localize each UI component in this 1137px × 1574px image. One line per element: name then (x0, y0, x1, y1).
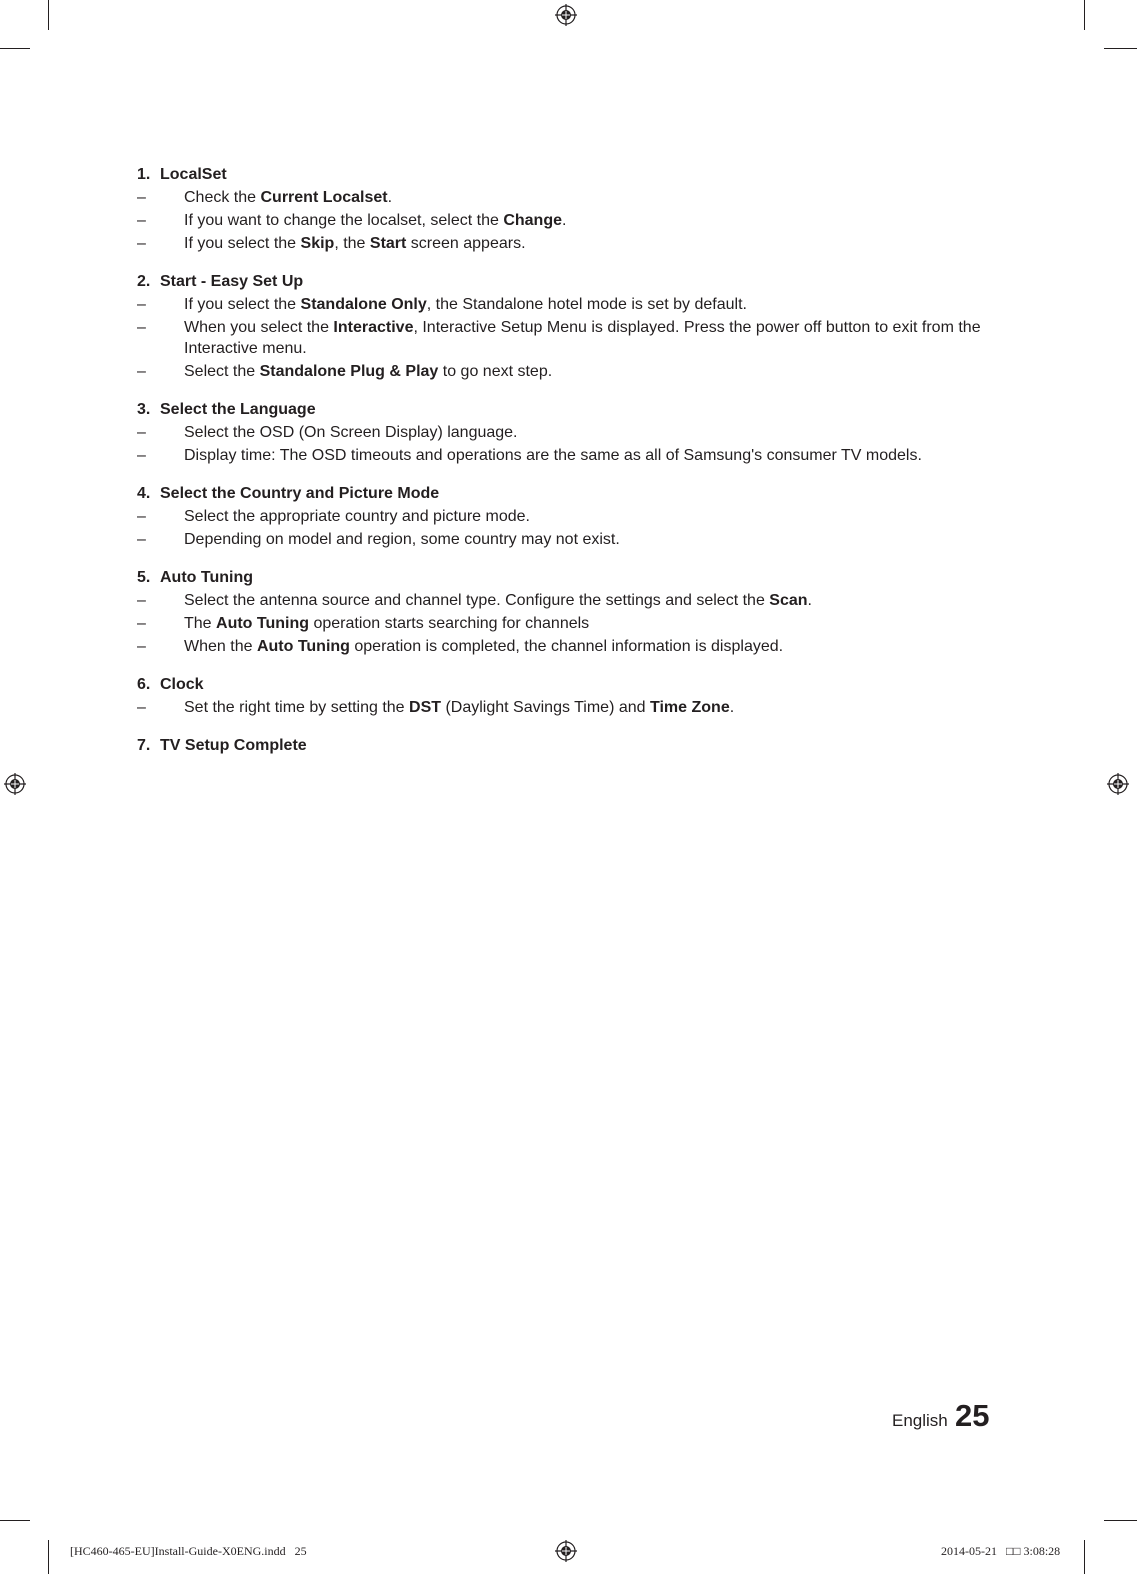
list-item (137, 210, 1007, 231)
text-run: Check the (184, 189, 261, 206)
list-item (137, 590, 1007, 611)
crop-mark-bottom-left-vertical (48, 1540, 49, 1574)
bullet-text (184, 636, 1007, 657)
bold-term: Scan (769, 592, 808, 609)
list-item (137, 506, 1007, 527)
step-bullet-list (137, 506, 1007, 550)
text-run: Set the right time by setting the (184, 699, 410, 716)
crop-mark-top-left-horizontal (0, 48, 30, 49)
text-run: If you select the (184, 296, 301, 313)
list-item (137, 636, 1007, 657)
step-section (137, 674, 1007, 718)
bold-term: Change (503, 212, 562, 229)
step-title: Clock (160, 676, 204, 693)
bullet-text (184, 697, 1007, 718)
step-title: Select the Country and Picture Mode (160, 485, 440, 502)
step-bullet-list (137, 697, 1007, 718)
bullet-text (184, 613, 1007, 634)
setup-steps-list (137, 164, 1007, 773)
bold-term: Interactive (333, 319, 414, 336)
list-item (137, 294, 1007, 315)
step-bullet-list (137, 294, 1007, 382)
dash-bullet: – (137, 508, 146, 525)
dash-bullet: – (137, 424, 146, 441)
crop-mark-bottom-right-horizontal (1104, 1520, 1137, 1521)
step-bullet-list (137, 590, 1007, 657)
step-heading (137, 164, 1007, 185)
bullet-text (184, 361, 1007, 382)
text-run: to go next step. (438, 363, 553, 380)
step-bullet-list (137, 422, 1007, 466)
bullet-text (184, 317, 1007, 359)
step-heading (137, 735, 1007, 756)
text-run: , the (334, 235, 370, 252)
step-number: 3. (137, 401, 151, 418)
bold-term: Current Localset (260, 189, 388, 206)
step-title: LocalSet (160, 166, 227, 183)
bullet-text (184, 294, 1007, 315)
dash-bullet: – (137, 189, 146, 206)
list-item (137, 697, 1007, 718)
text-run: If you select the (184, 235, 301, 252)
text-run: . (561, 212, 567, 229)
text-run: Select the appropriate country and picture mode. (184, 508, 530, 525)
bold-term: Standalone Only (300, 296, 427, 313)
dash-bullet: – (137, 531, 146, 548)
step-number: 5. (137, 569, 151, 586)
step-heading (137, 483, 1007, 504)
text-run: (Daylight Savings Time) and (441, 699, 650, 716)
dash-bullet: – (137, 319, 146, 336)
text-run: Select the antenna source and channel type. Configure the settings and select the (184, 592, 770, 609)
dash-bullet: – (137, 235, 146, 252)
text-run: operation starts searching for channels (309, 615, 590, 632)
step-number: 7. (137, 737, 151, 754)
step-section (137, 164, 1007, 254)
list-item (137, 529, 1007, 550)
step-heading (137, 399, 1007, 420)
crop-mark-top-left-vertical (48, 0, 49, 30)
step-title: Auto Tuning (160, 569, 253, 586)
text-run: , the Standalone hotel mode is set by default. (426, 296, 747, 313)
dash-bullet: – (137, 638, 146, 655)
list-item (137, 317, 1007, 359)
dash-bullet: – (137, 363, 146, 380)
step-number: 4. (137, 485, 151, 502)
step-number: 6. (137, 676, 151, 693)
step-heading (137, 567, 1007, 588)
step-heading (137, 271, 1007, 292)
step-section (137, 483, 1007, 550)
crop-mark-bottom-left-horizontal (0, 1520, 30, 1521)
list-item (137, 613, 1007, 634)
dash-bullet: – (137, 592, 146, 609)
list-item (137, 233, 1007, 254)
step-title: Start - Easy Set Up (160, 273, 304, 290)
step-title: Select the Language (160, 401, 316, 418)
bullet-text (184, 187, 1007, 208)
bullet-text (184, 590, 1007, 611)
crop-mark-top-right-horizontal (1104, 48, 1137, 49)
bold-term: Start (369, 235, 407, 252)
slug-file-name: [HC460-465-EU]Install-Guide-X0ENG.indd 25 (70, 1544, 307, 1558)
text-run: . (729, 699, 735, 716)
bold-term: Skip (300, 235, 335, 252)
bold-term: Standalone Plug & Play (259, 363, 439, 380)
text-run: Select the OSD (On Screen Display) language. (184, 424, 518, 441)
bullet-text (184, 506, 1007, 527)
bold-term: Auto Tuning (216, 615, 310, 632)
dash-bullet: – (137, 212, 146, 229)
registration-mark-icon (555, 4, 577, 26)
dash-bullet: – (137, 447, 146, 464)
registration-mark-icon (1107, 773, 1129, 795)
step-section (137, 399, 1007, 466)
step-section (137, 735, 1007, 756)
bold-term: Time Zone (650, 699, 730, 716)
registration-mark-icon (555, 1540, 577, 1562)
text-run: Select the (184, 363, 260, 380)
step-number: 2. (137, 273, 151, 290)
bullet-text (184, 422, 1007, 443)
text-run: . (807, 592, 812, 609)
page-number: 25 (955, 1398, 990, 1433)
step-bullet-list (137, 187, 1007, 254)
slug-date: 2014-05-21 □□ 3:08:28 (941, 1544, 1061, 1558)
step-section (137, 271, 1007, 382)
text-run: Depending on model and region, some country may not exist. (184, 531, 620, 548)
step-title: TV Setup Complete (160, 737, 307, 754)
bold-term: Auto Tuning (256, 638, 350, 655)
step-number: 1. (137, 166, 151, 183)
list-item (137, 187, 1007, 208)
step-heading (137, 674, 1007, 695)
text-run: screen appears. (406, 235, 526, 252)
dash-bullet: – (137, 615, 146, 632)
list-item (137, 361, 1007, 382)
text-run: . (387, 189, 393, 206)
text-run: operation is completed, the channel information is displayed. (349, 638, 784, 655)
dash-bullet: – (137, 296, 146, 313)
crop-mark-top-right-vertical (1084, 0, 1085, 30)
text-run: The (184, 615, 217, 632)
list-item (137, 445, 1007, 466)
text-run: When the (184, 638, 257, 655)
bullet-text (184, 210, 1007, 231)
step-section (137, 567, 1007, 657)
text-run: When you select the (184, 319, 334, 336)
dash-bullet: – (137, 699, 146, 716)
text-run: , Interactive Setup Menu is displayed. Press the power off button to exit from the Interactive menu. (184, 319, 981, 357)
crop-mark-bottom-right-vertical (1084, 1540, 1085, 1574)
text-run: Display time: The OSD timeouts and operations are the same as all of Samsung's consumer TV models. (184, 447, 922, 464)
registration-mark-icon (4, 773, 26, 795)
bold-term: DST (409, 699, 442, 716)
list-item (137, 422, 1007, 443)
bullet-text (184, 529, 1007, 550)
text-run: If you want to change the localset, select the (184, 212, 504, 229)
bullet-text (184, 233, 1007, 254)
bullet-text (184, 445, 1007, 466)
footer-language: English (892, 1411, 948, 1430)
